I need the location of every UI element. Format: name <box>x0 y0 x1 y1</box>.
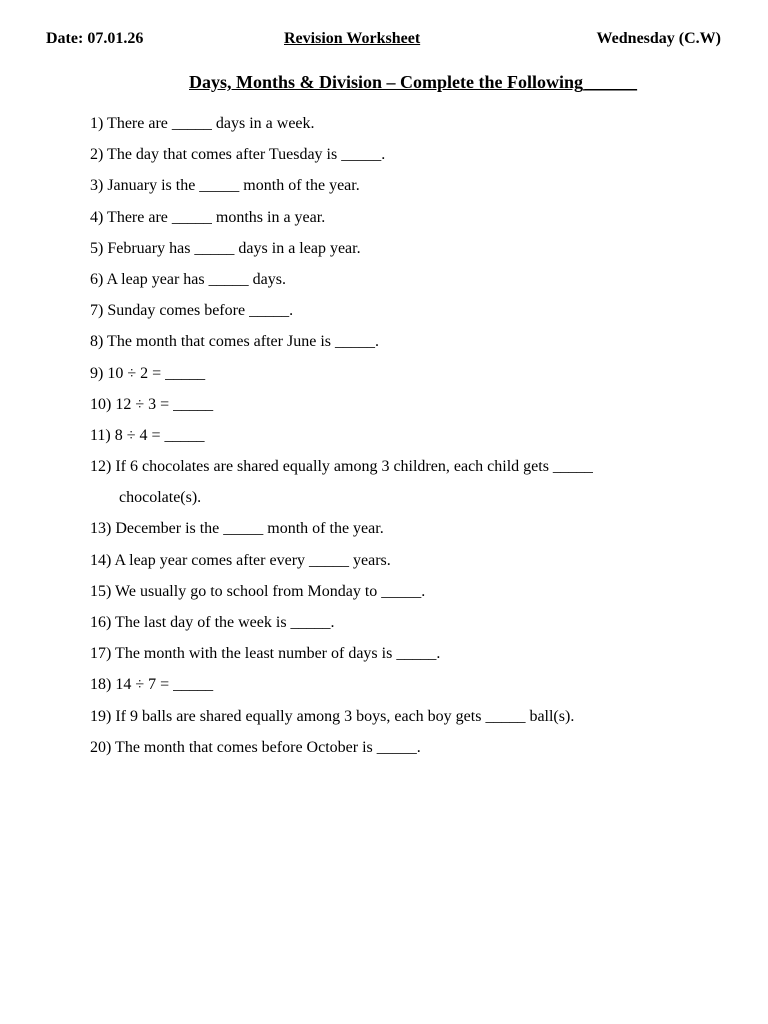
question-text: 14 ÷ 7 = _____ <box>115 676 214 694</box>
question-item <box>90 143 730 174</box>
question-number: 9) <box>90 364 104 382</box>
question-number: 19) <box>90 707 112 725</box>
question-item <box>90 549 730 580</box>
question-item <box>90 424 730 455</box>
question-item <box>90 455 730 486</box>
question-number: 20) <box>90 738 112 756</box>
page-title: Days, Months & Division – Complete the Following______ <box>189 72 638 92</box>
question-number: 10) <box>90 395 112 413</box>
question-text: There are _____ days in a week. <box>107 115 315 132</box>
question-text: The month that comes before October is _____. <box>115 738 421 756</box>
question-item <box>90 736 730 767</box>
question-text: There are _____ months in a year. <box>107 208 326 226</box>
question-item <box>90 580 730 611</box>
question-item <box>90 206 730 237</box>
question-item <box>90 237 730 268</box>
question-number: 11) <box>90 426 111 444</box>
question-text: The month with the least number of days is _____. <box>115 645 441 663</box>
question-continuation: chocolate(s). <box>119 489 202 507</box>
question-text: 12 ÷ 3 = _____ <box>115 395 214 413</box>
question-number: 12) <box>90 458 112 476</box>
question-item <box>90 268 730 299</box>
question-text: We usually go to school from Monday to _____. <box>115 582 426 600</box>
question-text: Sunday comes before _____. <box>107 302 294 320</box>
worksheet-name: Revision Worksheet <box>284 30 421 47</box>
question-item <box>90 705 730 736</box>
question-text: A leap year has _____ days. <box>106 270 286 288</box>
day-label: Wednesday (C.W) <box>596 30 721 47</box>
question-item <box>90 112 730 143</box>
question-item <box>90 299 730 330</box>
question-text: December is the _____ month of the year. <box>115 520 384 538</box>
question-number: 13) <box>90 520 112 538</box>
question-list <box>90 112 730 767</box>
question-item <box>90 642 730 673</box>
question-number: 2) <box>90 146 104 164</box>
question-number: 5) <box>90 239 104 257</box>
question-text: 10 ÷ 2 = _____ <box>107 364 206 382</box>
question-number: 8) <box>90 333 104 351</box>
question-number: 18) <box>90 676 112 694</box>
question-text: If 6 chocolates are shared equally among 3 children, each child gets _____ <box>115 458 593 476</box>
question-text: The day that comes after Tuesday is _____. <box>107 146 386 164</box>
question-text: The month that comes after June is _____. <box>107 333 379 351</box>
question-item <box>90 330 730 361</box>
question-item <box>90 517 730 548</box>
question-number: 6) <box>90 270 104 288</box>
question-text: The last day of the week is _____. <box>115 614 335 631</box>
question-number: 1) <box>90 115 104 132</box>
question-item <box>90 174 730 205</box>
question-text: If 9 balls are shared equally among 3 boys, each boy gets _____ ball(s). <box>115 707 575 725</box>
worksheet-header <box>0 30 768 52</box>
question-text: A leap year comes after every _____ years. <box>114 551 391 569</box>
question-number: 7) <box>90 302 104 320</box>
question-item <box>90 362 730 393</box>
question-item <box>90 673 730 704</box>
date-label: Date: 07.01.26 <box>46 30 144 47</box>
question-number: 3) <box>90 177 104 195</box>
question-number: 15) <box>90 582 112 600</box>
question-number: 14) <box>90 551 112 569</box>
question-item <box>90 393 730 424</box>
question-text: February has _____ days in a leap year. <box>107 239 361 257</box>
question-text: January is the _____ month of the year. <box>107 177 360 195</box>
question-number: 4) <box>90 208 104 226</box>
question-item <box>90 611 730 642</box>
question-text: 8 ÷ 4 = _____ <box>114 426 205 444</box>
question-number: 17) <box>90 645 112 663</box>
question-number: 16) <box>90 614 112 631</box>
